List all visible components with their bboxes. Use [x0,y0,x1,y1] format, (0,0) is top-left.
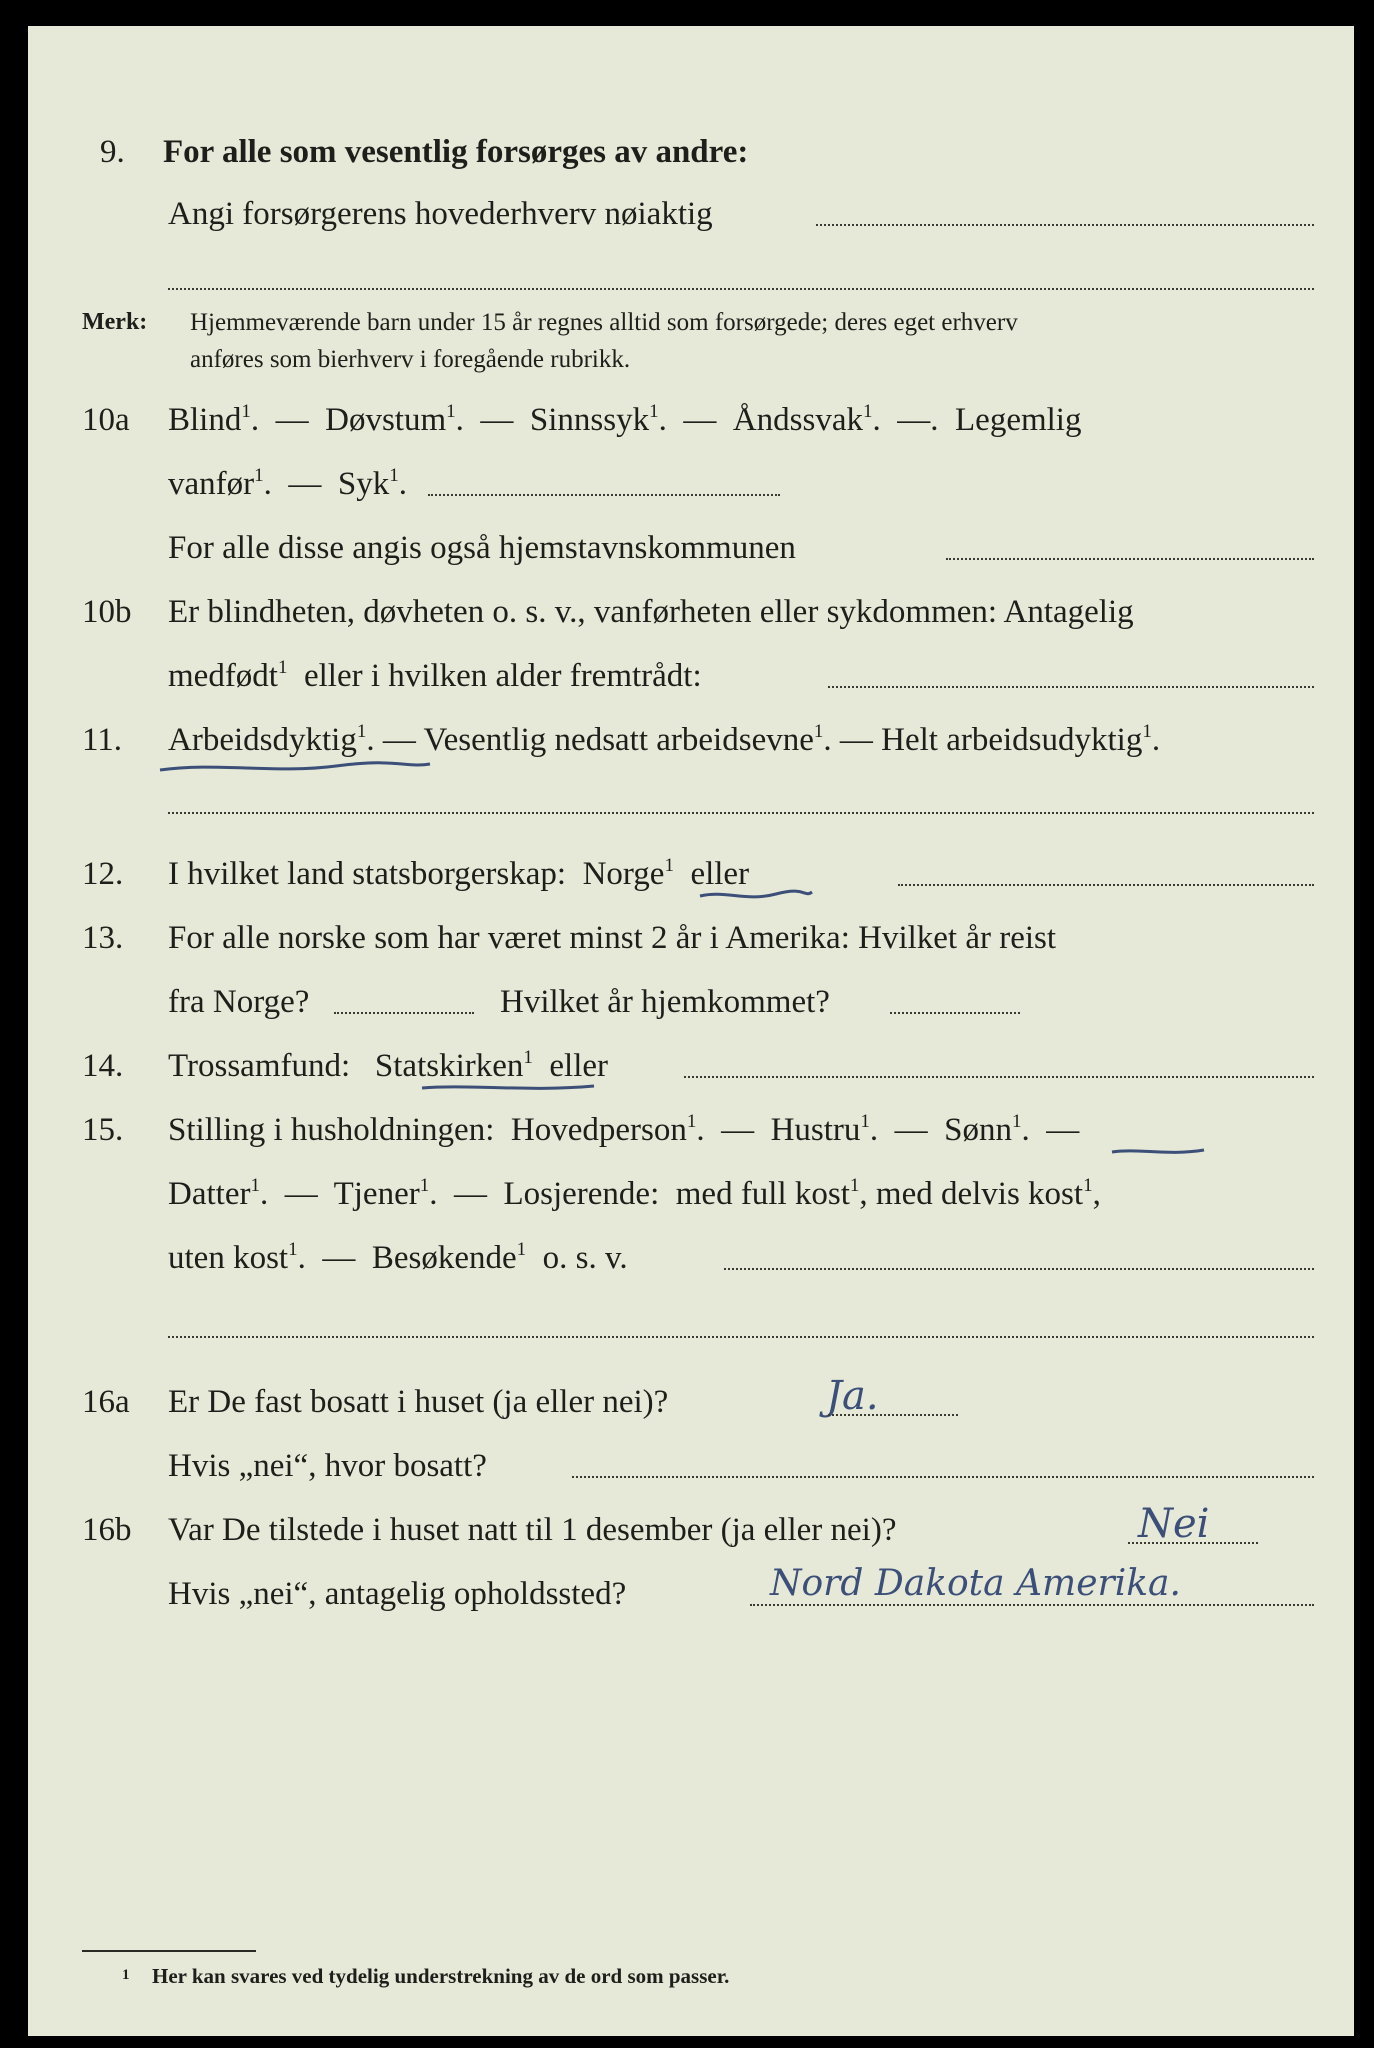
q16b-hvis-nei: Hvis „nei“, antagelig opholdssted? [168,1576,627,1612]
q11-answer-line[interactable] [168,812,1314,814]
q9-answer-line-2[interactable] [168,288,1314,290]
q10a-number: 10a [82,402,130,438]
q10a-line-1: Blind$^1$. — Døvstum$^1$. — Sinnssyk$^1$. — Åndssvak$^1$. —. Legemlig [168,401,1082,438]
census-form-sheet [28,26,1354,2036]
q15-number: 15. [82,1112,124,1148]
q13-hjemkommet-line[interactable] [890,1012,1020,1014]
q11-arbeidsdyktig[interactable]: Arbeidsdyktig [168,722,357,758]
q15-full-kost[interactable]: med full kost [675,1176,850,1212]
q14-number: 14. [82,1048,124,1084]
q16a-answer-line [828,1414,958,1416]
q15-line-2: Datter$^1$. — Tjener$^1$. — Losjerende: med full kost$^1$, med delvis kost$^1$, [168,1175,1101,1212]
q15-answer-line[interactable] [724,1268,1314,1270]
q11-options: Arbeidsdyktig$^1$. — Vesentlig nedsatt arbeidsevne$^1$. — Helt arbeidsudyktig$^1$. [168,721,1161,758]
q14-statskirken[interactable]: Statskirken [374,1048,524,1084]
footnote-mark: 1 [122,1967,130,1983]
q16a-bosatt-line[interactable] [572,1476,1314,1478]
q12-norge[interactable]: Norge [582,856,665,892]
q10a-andssvak[interactable]: Åndssvak [732,402,864,438]
q13-line-1: For alle norske som har været minst 2 år i Amerika: Hvilket år reist [168,920,1057,956]
q16b-opholdssted-line [750,1604,1314,1606]
q16a-prompt: Er De fast bosatt i huset (ja eller nei)? [168,1384,669,1420]
q10b-line-2: medfødt$^1$ eller i hvilken alder fremtrådt: [168,657,702,694]
q10a-dovstum[interactable]: Døvstum [325,402,447,438]
q10a-legemlig[interactable]: Legemlig [955,402,1082,438]
q11-number: 11. [82,722,123,758]
q14-prompt: Trossamfund: Statskirken$^1$ eller [168,1047,609,1084]
q16b-prompt: Var De tilstede i huset natt til 1 desember (ja eller nei)? [168,1512,897,1548]
q12-answer-line[interactable] [898,884,1314,886]
q11-udyktig[interactable]: Helt arbeidsudyktig [881,722,1143,758]
footnote-text: Her kan svares ved tydelig understrekning av de ord som passer. [152,1964,730,1988]
q16a-hvis-nei: Hvis „nei“, hvor bosatt? [168,1448,487,1484]
q9-answer-line[interactable] [816,224,1314,226]
q10b-line-1: Er blindheten, døvheten o. s. v., vanførheten eller sykdommen: Antagelig [168,594,1134,630]
q15-datter[interactable]: Datter [168,1176,251,1212]
q10a-answer-line[interactable] [428,494,780,496]
q10a-syk[interactable]: Syk [337,466,390,502]
q14-handwritten-underline [418,1080,598,1096]
q10a-sinnssyk[interactable]: Sinnssyk [529,402,650,438]
q13-hjemkommet: Hvilket år hjemkommet? [500,984,830,1020]
q15-delvis-kost[interactable]: med delvis kost [875,1176,1084,1212]
q13-number: 13. [82,920,124,956]
q10b-medfodt[interactable]: medfødt [168,658,278,694]
q10a-line-2: vanfør$^1$. — Syk$^1$. [168,465,407,502]
q10a-blind[interactable]: Blind [168,402,242,438]
q12-number: 12. [82,856,124,892]
q16b-answer-line [1128,1542,1258,1544]
q13-reist: fra Norge? [168,984,310,1020]
q11-nedsatt[interactable]: Vesentlig nedsatt arbeidsevne [423,722,814,758]
q15-handwritten-underline [1108,1144,1208,1160]
q14-answer-line[interactable] [684,1076,1314,1078]
q16b-number: 16b [82,1512,132,1548]
q10b-number: 10b [82,594,132,630]
q9-prompt: Angi forsørgerens hovederhverv nøiaktig [168,196,713,232]
q10b-answer-line[interactable] [828,686,1314,688]
q15-tjener[interactable]: Tjener [333,1176,420,1212]
q16a-handwritten-answer[interactable]: Ja. [826,1373,879,1419]
q16b-handwritten-place[interactable]: Nord Dakota Amerika. [770,1563,1181,1604]
q12-handwritten-underline [696,886,816,908]
q9-number: 9. [100,134,125,170]
q15-hovedperson[interactable]: Hovedperson [510,1112,687,1148]
q15-uten-kost[interactable]: uten kost [168,1240,289,1276]
footnote-rule [82,1950,256,1952]
q15-besokende[interactable]: Besøkende [371,1240,517,1276]
q10a-vanfor[interactable]: vanfør [168,466,255,502]
q15-line-3: uten kost$^1$. — Besøkende$^1$ o. s. v. [168,1239,628,1276]
q16a-number: 16a [82,1384,130,1420]
merk-line-1: Hjemmeværende barn under 15 år regnes alltid som forsørgede; deres eget erhverv [190,309,1018,336]
q10a-hjemstavn-line[interactable] [946,558,1314,560]
q12-prompt: I hvilket land statsborgerskap: Norge$^1$ eller [168,855,750,892]
q13-reist-line[interactable] [334,1012,474,1014]
q15-line-1: Stilling i husholdningen: Hovedperson$^1$. — Hustru$^1$. — Sønn$^1$. — [168,1111,1080,1148]
q16b-handwritten-answer[interactable]: Nei [1138,1501,1210,1547]
q15-hustru[interactable]: Hustru [770,1112,861,1148]
q15-answer-line-2[interactable] [168,1336,1314,1338]
q9-title: For alle som vesentlig forsørges av andre: [163,134,749,170]
merk-label: Merk: [82,309,148,335]
q15-sonn[interactable]: Sønn [944,1112,1013,1148]
q10a-line-3: For alle disse angis også hjemstavnskommunen [168,530,796,566]
q11-handwritten-underline [156,756,436,778]
merk-line-2: anføres som bierhverv i foregående rubrikk. [190,346,631,373]
